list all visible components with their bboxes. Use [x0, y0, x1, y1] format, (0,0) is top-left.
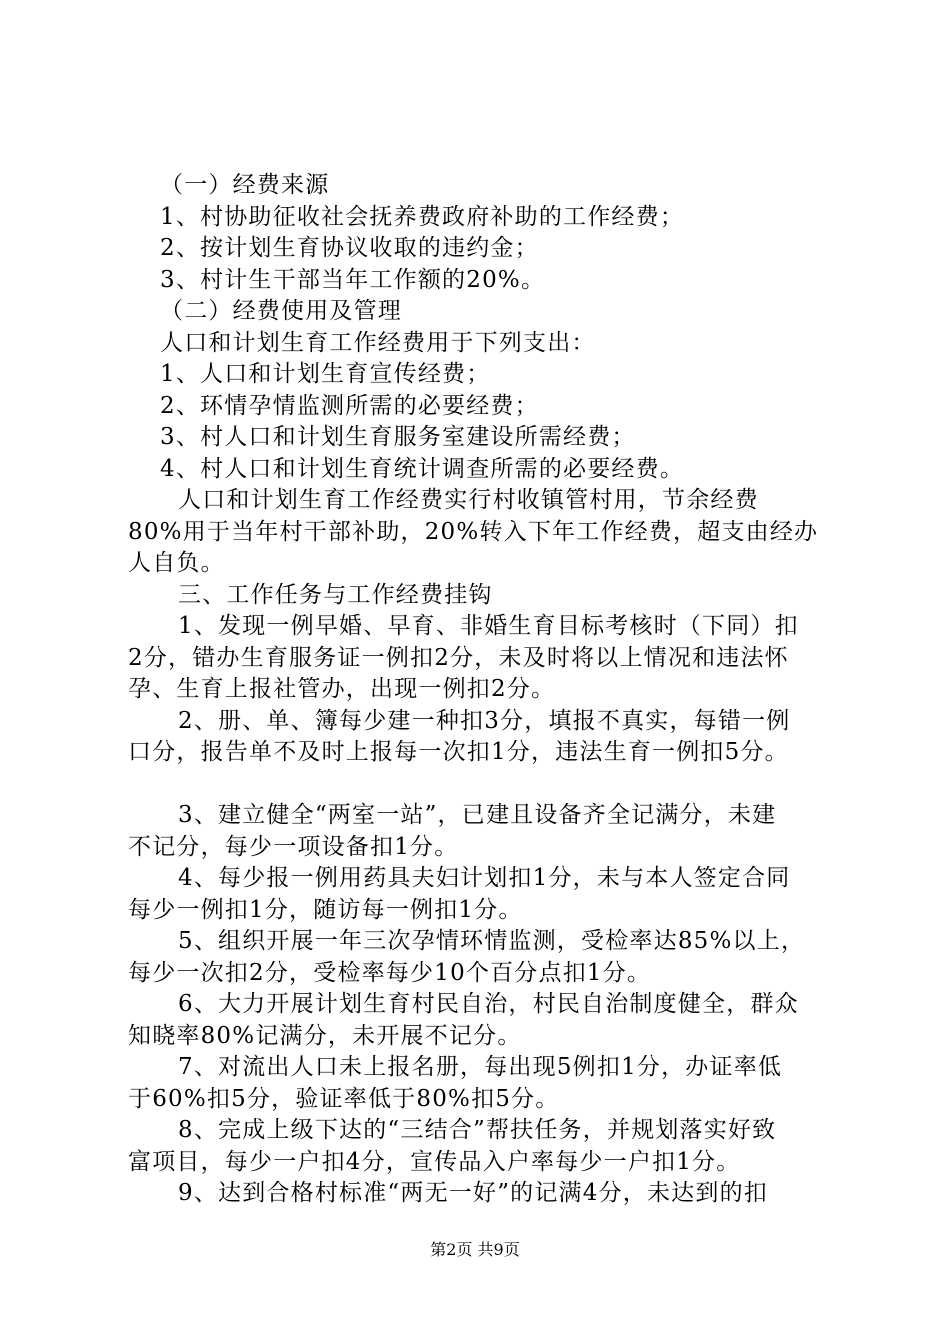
text-line: 2、册、单、簿每少建一种扣3分，填报不真实，每错一例 [178, 707, 791, 734]
text-line: 人自负。 [128, 550, 225, 576]
text-line: 2分，错办生育服务证一例扣2分，未及时将以上情况和违法怀 [128, 644, 789, 671]
text-line: 每少一次扣2分，受检率每少10个百分点扣1分。 [128, 959, 652, 986]
text-line: 每少一例扣1分，随访每一例扣1分。 [128, 896, 523, 923]
text-line: 3、村计生干部当年工作额的20%。 [160, 266, 546, 293]
text-line: 7、对流出人口未上报名册，每出现5例扣1分，办证率低 [178, 1054, 783, 1080]
section-heading-tasks: 三、工作任务与工作经费挂钩 [178, 581, 493, 608]
text-line: 人口和计划生育工作经费用于下列支出： [160, 329, 596, 356]
text-line: 富项目，每少一户扣4分，宣传品入户率每少一户扣1分。 [128, 1148, 741, 1175]
text-line: 4、村人口和计划生育统计调查所需的必要经费。 [160, 455, 685, 482]
text-line: 不记分，每少一项设备扣1分。 [128, 833, 459, 860]
text-line: 3、村人口和计划生育服务室建设所需经费； [160, 424, 636, 450]
text-line: 4、每少报一例用药具夫妇计划扣1分，未与本人签定合同 [178, 865, 791, 891]
text-line: 知晓率80%记满分，未开展不记分。 [128, 1022, 522, 1049]
text-line: 人口和计划生育工作经费实行村收镇管村用，节余经费 [178, 487, 759, 513]
text-line: 80%用于当年村干部补助，20%转入下年工作经费，超支由经办 [128, 518, 819, 545]
document-body [128, 170, 834, 1210]
text-line: 8、完成上级下达的“三结合”帮扶任务，并规划落实好致 [178, 1117, 777, 1143]
text-line: 1、村协助征收社会抚养费政府补助的工作经费； [160, 203, 685, 230]
text-line: 3、建立健全“两室一站”，已建且设备齐全记满分，未建 [178, 802, 777, 828]
blank-line [128, 769, 834, 801]
text-line: 2、环情孕情监测所需的必要经费； [160, 392, 539, 419]
section-heading-funding-source: （一）经费来源 [160, 172, 330, 198]
text-line: 口分，报告单不及时上报每一次扣1分，违法生育一例扣5分。 [128, 739, 789, 765]
text-line: 于60%扣5分，验证率低于80%扣5分。 [128, 1085, 560, 1112]
text-line: 6、大力开展计划生育村民自治，村民自治制度健全，群众 [178, 991, 799, 1017]
text-line: 1、发现一例早婚、早育、非婚生育目标考核时（下同）扣 [178, 613, 799, 639]
text-line: 1、人口和计划生育宣传经费； [160, 361, 491, 387]
section-heading-funding-use: （二）经费使用及管理 [160, 298, 402, 324]
text-line: 2、按计划生育协议收取的违约金； [160, 235, 539, 261]
text-line: 孕、生育上报社管办，出现一例扣2分。 [128, 676, 556, 702]
page-number-footer: 第2页 共9页 [430, 1240, 520, 1259]
text-line: 9、达到合格村标准“两无一好”的记满4分，未达到的扣 [178, 1180, 768, 1206]
text-line: 5、组织开展一年三次孕情环情监测，受检率达85%以上， [178, 928, 806, 954]
